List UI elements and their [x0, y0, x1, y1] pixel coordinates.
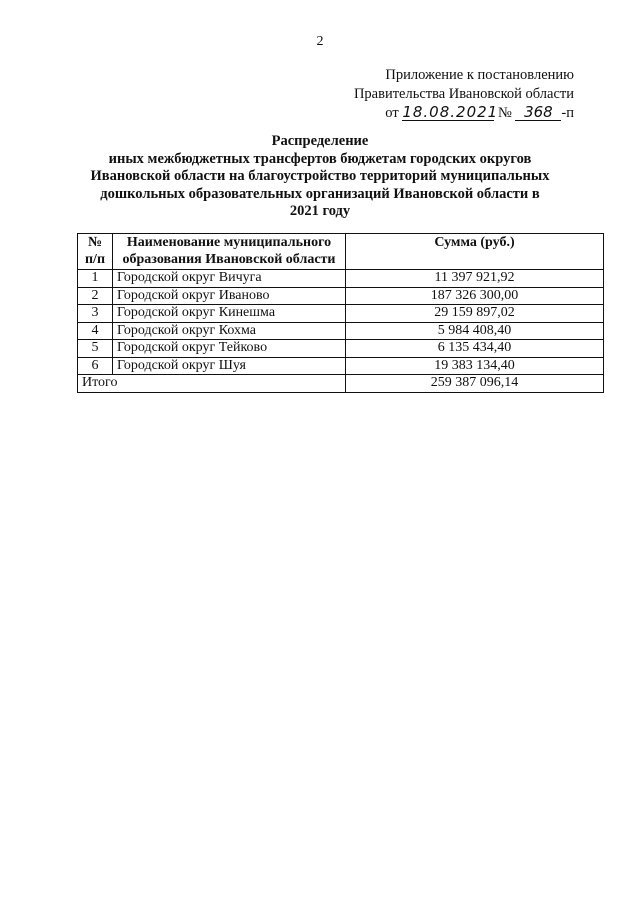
document-title [70, 133, 570, 221]
header-sum: Сумма (руб.) [346, 234, 604, 270]
row-name: Городской округ Кохма [113, 322, 346, 340]
appendix-line-2: Правительства Ивановской области [353, 86, 574, 102]
row-sum: 19 383 134,40 [346, 357, 604, 375]
appendix-from-label: от [385, 105, 399, 121]
appendix-date: 18.08.2021 [402, 103, 499, 121]
table-total-row [78, 375, 604, 393]
table-row [78, 340, 604, 358]
appendix-date-number-line [354, 104, 574, 123]
row-num: 4 [78, 322, 113, 340]
row-num: 5 [78, 340, 113, 358]
row-name: Городской округ Кинешма [113, 305, 346, 323]
appendix-number-suffix: -п [561, 105, 574, 121]
table-row [78, 270, 604, 288]
row-sum: 5 984 408,40 [346, 322, 604, 340]
title-line-2: иных межбюджетных трансфертов бюджетам городских округов [108, 150, 532, 167]
row-name: Городской округ Шуя [113, 357, 346, 375]
appendix-number: 368 [515, 105, 561, 121]
row-name: Городской округ Иваново [113, 287, 346, 305]
row-sum: 187 326 300,00 [346, 287, 604, 305]
row-name: Городской округ Тейково [113, 340, 346, 358]
row-name: Городской округ Вичуга [113, 270, 346, 288]
total-label: Итого [78, 375, 346, 393]
row-sum: 29 159 897,02 [346, 305, 604, 323]
row-sum: 11 397 921,92 [346, 270, 604, 288]
table-row [78, 287, 604, 305]
appendix-line-1: Приложение к постановлению [385, 67, 574, 83]
distribution-table [77, 233, 604, 393]
total-sum: 259 387 096,14 [346, 375, 604, 393]
title-line-3: Ивановской области на благоустройство территорий муниципальных [90, 168, 550, 184]
table-row [78, 357, 604, 375]
header-name: Наименование муниципального образования Ивановской области [113, 234, 346, 270]
appendix-header [354, 66, 574, 123]
header-num: № п/п [78, 234, 113, 270]
title-line-1: Распределение [271, 133, 369, 149]
row-num: 3 [78, 305, 113, 323]
page-number: 2 [316, 34, 324, 49]
row-num: 6 [78, 357, 113, 375]
title-line-5: 2021 году [289, 203, 351, 219]
row-num: 1 [78, 270, 113, 288]
table-header-row [78, 234, 604, 270]
appendix-number-sign: № [497, 105, 512, 121]
table-row [78, 305, 604, 323]
row-sum: 6 135 434,40 [346, 340, 604, 358]
table-row [78, 322, 604, 340]
row-num: 2 [78, 287, 113, 305]
title-line-4: дошкольных образовательных организаций Ивановской области в [100, 185, 540, 202]
